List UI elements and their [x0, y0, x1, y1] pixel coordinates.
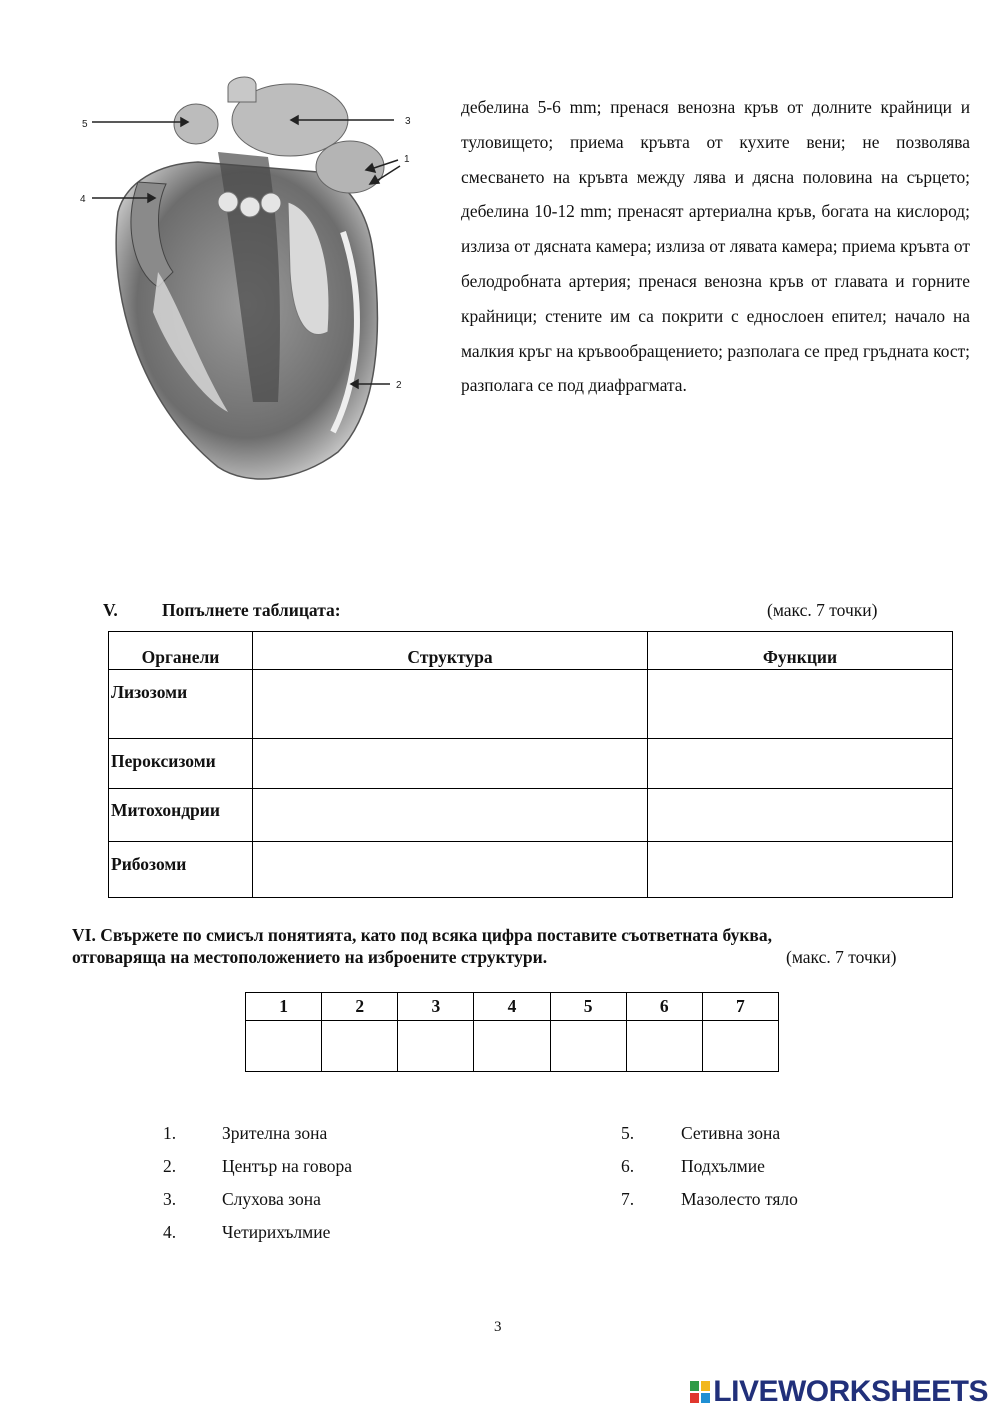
row-label-lysosomes: Лизозоми: [109, 670, 253, 739]
answer-cell-6[interactable]: [626, 1021, 702, 1072]
liveworksheets-logo[interactable]: [690, 1375, 988, 1409]
heart-label-5: 5: [82, 119, 88, 130]
structure-cell[interactable]: [253, 670, 648, 739]
list-item-number: 4.: [163, 1222, 177, 1242]
answer-column-3: 3: [398, 993, 474, 1021]
list-item-number: 3.: [163, 1189, 177, 1209]
page-number: 3: [494, 1319, 502, 1335]
section6-instruction-line1: VI. Свържете по смисъл понятията, като под всяка цифра поставите съответната буква,: [72, 925, 773, 945]
heart-label-2: 2: [396, 380, 402, 391]
function-cell[interactable]: [648, 842, 953, 898]
structure-cell[interactable]: [253, 842, 648, 898]
structure-cell[interactable]: [253, 789, 648, 842]
section5-points: (макс. 7 точки): [767, 600, 878, 620]
answer-cell-3[interactable]: [398, 1021, 474, 1072]
function-cell[interactable]: [648, 739, 953, 789]
answer-table: [245, 992, 779, 1072]
answer-column-2: 2: [322, 993, 398, 1021]
section6-instruction-line2: отговаряща на местоположението на изброените структури.: [72, 947, 548, 967]
section6-points: (макс. 7 точки): [786, 947, 897, 967]
heart-label-4: 4: [80, 194, 86, 205]
header-structure: Структура: [253, 632, 648, 670]
list-item-number: 1.: [163, 1123, 177, 1143]
answer-column-1: 1: [246, 993, 322, 1021]
list-item-text: Мазолесто тяло: [681, 1189, 798, 1209]
list-item-text: Сетивна зона: [681, 1123, 781, 1143]
list-item-text: Четирихълмие: [222, 1222, 331, 1242]
heart-diagram: [78, 72, 418, 492]
answer-column-6: 6: [626, 993, 702, 1021]
header-functions: Функции: [648, 632, 953, 670]
structure-cell[interactable]: [253, 739, 648, 789]
organelles-table: [108, 631, 953, 898]
list-item-text: Зрителна зона: [222, 1123, 328, 1143]
list-item-text: Център на говора: [222, 1156, 353, 1176]
list-item-text: Слухова зона: [222, 1189, 321, 1209]
heart-description-text: дебелина 5-6 mm; пренася венозна кръв от долните крайници и туловището; приема кръвта от кухите вени; не позволява смесването на кръвта между лява и дясна половина на сърцето; дебелина 10-12 mm; пренасят артериална кръв, богата на кислород; излиза от дясната камера; излиза от лявата камера; приема кръвта от белодробната артерия; пренася венозна кръв от главата и горните крайници; стените им са покрити с еднослоен епител; начало на малкия кръг на кръвообращението; разполага се пред гръдната кост; разполага се под диафрагмата.: [461, 97, 970, 396]
list-item-number: 6.: [621, 1156, 635, 1176]
list-item-number: 2.: [163, 1156, 177, 1176]
heart-label-1: 1: [404, 154, 410, 165]
logo-text: LIVEWORKSHEETS: [713, 1375, 988, 1408]
row-label-ribosomes: Рибозоми: [109, 842, 253, 898]
answer-cell-5[interactable]: [550, 1021, 626, 1072]
list-item-number: 7.: [621, 1189, 635, 1209]
heart-label-3: 3: [405, 116, 411, 127]
header-organelles: Органели: [109, 632, 253, 670]
section5-number: V.: [103, 600, 118, 620]
answer-column-5: 5: [550, 993, 626, 1021]
logo-blocks-icon: [690, 1381, 710, 1403]
answer-column-4: 4: [474, 993, 550, 1021]
row-label-mitochondria: Митохондрии: [109, 789, 253, 842]
answer-column-7: 7: [702, 993, 778, 1021]
list-item-text: Подхълмие: [681, 1156, 765, 1176]
answer-cell-7[interactable]: [702, 1021, 778, 1072]
answer-cell-1[interactable]: [246, 1021, 322, 1072]
function-cell[interactable]: [648, 789, 953, 842]
function-cell[interactable]: [648, 670, 953, 739]
answer-cell-2[interactable]: [322, 1021, 398, 1072]
list-item-number: 5.: [621, 1123, 635, 1143]
row-label-peroxisomes: Пероксизоми: [109, 739, 253, 789]
section5-title: Попълнете таблицата:: [162, 600, 341, 620]
answer-cell-4[interactable]: [474, 1021, 550, 1072]
heart-illustration: [116, 77, 384, 479]
